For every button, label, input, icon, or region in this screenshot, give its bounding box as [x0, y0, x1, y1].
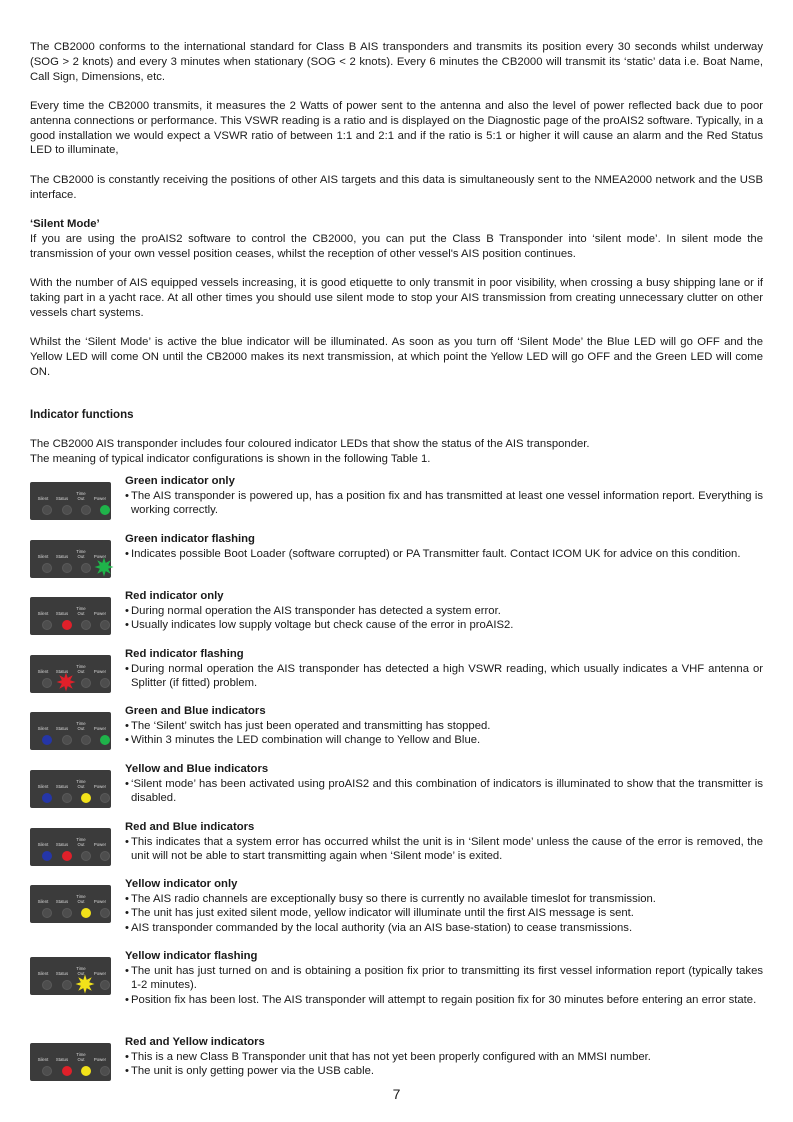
- led-panel-image: [30, 482, 111, 520]
- bullet-icon: •: [125, 662, 129, 675]
- indicator-bullet: [125, 777, 763, 806]
- silent-mode-paragraph-3: Whilst the ‘Silent Mode’ is active the blue indicator will be illuminated. As soon as you turn off ‘Silent Mode’ the Blue LED will go OFF and the Yellow LED will come ON until the CB2000 makes its next transmission, at which point the Yellow LED will go OFF and the Green LED will come ON.: [30, 335, 763, 378]
- flashing-yellow-led: [81, 980, 91, 990]
- panel-label-power: Power: [93, 971, 107, 976]
- panel-label-silent: Silent: [37, 842, 49, 847]
- bullet-icon: •: [125, 921, 129, 934]
- panel-label-out: Out: [77, 495, 85, 501]
- indicator-intro-line-2: The meaning of typical indicator configurations is shown in the following Table 1.: [30, 453, 431, 466]
- indicator-description: [125, 1035, 763, 1079]
- panel-label-status: Status: [55, 784, 69, 789]
- bullet-icon: •: [125, 777, 129, 790]
- off-led: [81, 563, 91, 573]
- indicator-bullet-text: Indicates possible Boot Loader (software corrupted) or PA Transmitter fault. Contact ICOM UK for advice on this condition.: [131, 547, 741, 560]
- panel-label-out: Out: [77, 1056, 85, 1062]
- led-panel-image: [30, 885, 111, 923]
- off-led: [42, 505, 52, 515]
- panel-label-time-out: [73, 838, 89, 847]
- panel-label-out: Out: [77, 553, 85, 559]
- panel-label-out: Out: [77, 725, 85, 731]
- panel-label-silent: Silent: [37, 899, 49, 904]
- panel-label-time: Time: [76, 1052, 86, 1057]
- panel-label-status: Status: [55, 971, 69, 976]
- indicator-description: [125, 532, 763, 561]
- off-led: [42, 563, 52, 573]
- flashing-red-led: [62, 678, 72, 688]
- panel-label-silent: Silent: [37, 971, 49, 976]
- off-led: [100, 620, 110, 630]
- panel-label-silent: Silent: [37, 611, 49, 616]
- indicator-title: Yellow indicator flashing: [125, 950, 258, 962]
- indicator-title: Red indicator only: [125, 590, 224, 602]
- indicator-bullet: [125, 733, 763, 748]
- panel-label-power: Power: [93, 1057, 107, 1062]
- indicator-bullet-text: The unit is only getting power via the USB cable.: [131, 1065, 375, 1078]
- off-led: [62, 505, 72, 515]
- panel-label-time: Time: [76, 606, 86, 611]
- indicator-description: [125, 589, 763, 633]
- green-led: [100, 735, 110, 745]
- panel-label-time-out: [73, 722, 89, 731]
- indicator-description: [125, 647, 763, 691]
- panel-label-status: Status: [55, 842, 69, 847]
- silent-mode-heading: ‘Silent Mode’: [30, 217, 100, 230]
- bullet-icon: •: [125, 489, 129, 502]
- panel-label-out: Out: [77, 610, 85, 616]
- panel-label-power: Power: [93, 496, 107, 501]
- panel-label-silent: Silent: [37, 1057, 49, 1062]
- indicator-description: [125, 877, 763, 935]
- panel-label-time-out: [73, 550, 89, 559]
- panel-label-silent: Silent: [37, 784, 49, 789]
- bullet-icon: •: [125, 547, 129, 560]
- panel-label-status: Status: [55, 726, 69, 731]
- indicator-bullet: [125, 892, 763, 907]
- bullet-icon: •: [125, 892, 129, 905]
- indicator-bullet-text: Position fix has been lost. The AIS transponder will attempt to regain position fix for 30 minutes before entering an error state.: [131, 993, 757, 1006]
- blue-led: [42, 851, 52, 861]
- panel-label-power: Power: [93, 784, 107, 789]
- yellow-led: [81, 1066, 91, 1076]
- panel-label-status: Status: [55, 554, 69, 559]
- off-led: [81, 851, 91, 861]
- panel-label-power: Power: [93, 554, 107, 559]
- off-led: [62, 908, 72, 918]
- red-led: [62, 1066, 72, 1076]
- indicator-title: Green and Blue indicators: [125, 705, 266, 717]
- indicator-bullet: [125, 489, 763, 518]
- off-led: [81, 678, 91, 688]
- led-panel-image: [30, 712, 111, 750]
- off-led: [100, 908, 110, 918]
- panel-label-time: Time: [76, 664, 86, 669]
- panel-label-out: Out: [77, 668, 85, 674]
- off-led: [81, 620, 91, 630]
- indicator-title: Yellow and Blue indicators: [125, 763, 269, 775]
- page-number: 7: [392, 1086, 401, 1102]
- indicator-title: Red indicator flashing: [125, 648, 244, 660]
- panel-label-status: Status: [55, 899, 69, 904]
- bullet-icon: •: [125, 604, 129, 617]
- indicator-bullet: [125, 719, 763, 734]
- indicator-bullet: [125, 1064, 763, 1079]
- indicator-bullet-text: During normal operation the AIS transponder has detected a system error.: [131, 604, 501, 617]
- bullet-icon: •: [125, 719, 129, 732]
- panel-label-power: Power: [93, 726, 107, 731]
- panel-label-time-out: [73, 492, 89, 501]
- off-led: [62, 563, 72, 573]
- panel-label-silent: Silent: [37, 554, 49, 559]
- silent-mode-paragraph-1: If you are using the proAIS2 software to control the CB2000, you can put the Class B Transponder into ‘silent mode’. In silent mode the transmission of your own vessel position ceases, whilst the reception of other vessel's AIS position continues.: [30, 232, 763, 260]
- panel-label-silent: Silent: [37, 496, 49, 501]
- indicator-bullet: [125, 662, 763, 691]
- indicator-description: [125, 820, 763, 864]
- off-led: [42, 678, 52, 688]
- indicator-bullet: [125, 618, 763, 633]
- panel-label-out: Out: [77, 970, 85, 976]
- led-panel-image: [30, 770, 111, 808]
- bullet-icon: •: [125, 619, 129, 632]
- indicator-bullet: [125, 921, 763, 936]
- bullet-icon: •: [125, 1050, 129, 1063]
- off-led: [62, 980, 72, 990]
- off-led: [81, 735, 91, 745]
- indicator-title: Red and Blue indicators: [125, 821, 255, 833]
- yellow-led: [81, 908, 91, 918]
- flashing-green-led: [100, 563, 110, 573]
- indicator-bullet: [125, 964, 763, 993]
- led-panel-image: [30, 1043, 111, 1081]
- page-content: [30, 40, 763, 467]
- off-led: [100, 980, 110, 990]
- indicator-bullet-text: The AIS radio channels are exceptionally busy so there is currently no available timeslot for transmission.: [131, 892, 656, 905]
- indicator-title: Red and Yellow indicators: [125, 1036, 265, 1048]
- panel-label-time: Time: [76, 491, 86, 496]
- intro-paragraph-1: The CB2000 conforms to the international standard for Class B AIS transponders and transmits its position every 30 seconds whilst underway (SOG > 2 knots) and every 3 minutes when stationary (SOG < 2 knots). Every 6 minutes the CB2000 will transmit its ‘static’ data i.e. Boat Name, Call Sign, Dimensions, etc.: [30, 41, 763, 83]
- panel-label-status: Status: [55, 611, 69, 616]
- bullet-icon: •: [125, 993, 129, 1006]
- off-led: [42, 980, 52, 990]
- panel-label-time-out: [73, 780, 89, 789]
- indicator-title: Green indicator only: [125, 475, 235, 487]
- indicator-description: [125, 762, 763, 806]
- panel-label-power: Power: [93, 611, 107, 616]
- indicator-bullet-text: The ‘Silent’ switch has just been operated and transmitting has stopped.: [131, 719, 491, 732]
- bullet-icon: •: [125, 835, 129, 848]
- panel-label-out: Out: [77, 783, 85, 789]
- indicator-bullet-text: The unit has just turned on and is obtaining a position fix prior to transmitting its first vessel information report (typically takes 1-2 minutes).: [131, 964, 763, 992]
- panel-label-out: Out: [77, 841, 85, 847]
- indicator-bullet: [125, 835, 763, 864]
- panel-label-time: Time: [76, 894, 86, 899]
- indicator-intro-line-1: The CB2000 AIS transponder includes four coloured indicator LEDs that show the status of the AIS transponder.: [30, 438, 590, 451]
- panel-label-time-out: [73, 1053, 89, 1062]
- off-led: [100, 793, 110, 803]
- led-panel-image: [30, 540, 111, 578]
- red-led: [62, 620, 72, 630]
- indicator-bullet-text: Within 3 minutes the LED combination will change to Yellow and Blue.: [131, 734, 481, 747]
- red-led: [62, 851, 72, 861]
- indicator-bullet-text: AIS transponder commanded by the local authority (via an AIS base-station) to cease transmissions.: [131, 921, 633, 934]
- led-panel-image: [30, 597, 111, 635]
- panel-label-time: Time: [76, 779, 86, 784]
- panel-label-status: Status: [55, 1057, 69, 1062]
- off-led: [100, 678, 110, 688]
- yellow-led: [81, 793, 91, 803]
- bullet-icon: •: [125, 1065, 129, 1078]
- panel-label-time: Time: [76, 966, 86, 971]
- panel-label-silent: Silent: [37, 669, 49, 674]
- indicator-bullet-text: The unit has just exited silent mode, yellow indicator will illuminate until the first AIS message is sent.: [131, 907, 634, 920]
- panel-label-time: Time: [76, 837, 86, 842]
- indicator-bullet: [125, 1050, 763, 1065]
- panel-label-silent: Silent: [37, 726, 49, 731]
- panel-label-power: Power: [93, 669, 107, 674]
- off-led: [100, 851, 110, 861]
- panel-label-time: Time: [76, 549, 86, 554]
- off-led: [42, 1066, 52, 1076]
- indicator-bullet-text: ‘Silent mode’ has been activated using proAIS2 and this combination of indicators is illuminated to show that the transmitter is disabled.: [131, 777, 763, 805]
- panel-label-status: Status: [55, 496, 69, 501]
- indicator-bullet: [125, 547, 763, 562]
- indicator-description: [125, 474, 763, 518]
- off-led: [62, 735, 72, 745]
- blue-led: [42, 793, 52, 803]
- indicator-bullet: [125, 604, 763, 619]
- panel-label-time: Time: [76, 721, 86, 726]
- indicator-bullet-text: During normal operation the AIS transponder has detected a high VSWR reading, which usually indicates a VHF antenna or Splitter (if fitted) problem.: [131, 662, 763, 690]
- indicator-title: Yellow indicator only: [125, 878, 238, 890]
- bullet-icon: •: [125, 964, 129, 977]
- indicator-bullet: [125, 906, 763, 921]
- indicator-bullet-text: This indicates that a system error has occurred whilst the unit is in ‘Silent mode’ unless the cause of the error is removed, the unit will not be able to start transmitting again when ‘Silent mode’ is exited.: [131, 835, 763, 863]
- led-panel-image: [30, 957, 111, 995]
- indicator-title: Green indicator flashing: [125, 533, 255, 545]
- silent-mode-paragraph-2: With the number of AIS equipped vessels increasing, it is good etiquette to only transmit in poor visibility, when crossing a busy shipping lane or if taking part in a yacht race. At all other times you should use silent mode to stop your AIS transmission from creating unnecessary clutter on other vessels chart systems.: [30, 276, 763, 319]
- panel-label-status: Status: [55, 669, 69, 674]
- green-led: [100, 505, 110, 515]
- off-led: [42, 620, 52, 630]
- indicator-bullet: [125, 993, 763, 1008]
- intro-paragraph-3: The CB2000 is constantly receiving the positions of other AIS targets and this data is simultaneously sent to the NMEA2000 network and the USB interface.: [30, 173, 763, 201]
- off-led: [62, 793, 72, 803]
- bullet-icon: •: [125, 907, 129, 920]
- off-led: [42, 908, 52, 918]
- indicator-bullet-text: The AIS transponder is powered up, has a position fix and has transmitted at least one vessel information report. Everything is working correctly.: [131, 489, 763, 517]
- panel-label-power: Power: [93, 899, 107, 904]
- intro-paragraph-2: Every time the CB2000 transmits, it measures the 2 Watts of power sent to the antenna and also the level of power reflected back due to poor antenna connections or performance. This VSWR reading is a ratio and is displayed on the Diagnostic page of the proAIS2 software. Typically, in a good installation we would expect a VSWR ratio of between 1:1 and 2:1 and if the ratio is 5:1 or higher it will cause an alarm and the Red Status LED to illuminate,: [30, 99, 763, 157]
- blue-led: [42, 735, 52, 745]
- panel-label-time-out: [73, 895, 89, 904]
- off-led: [81, 505, 91, 515]
- panel-label-time-out: [73, 607, 89, 616]
- indicator-description: [125, 949, 763, 1007]
- led-panel-image: [30, 655, 111, 693]
- panel-label-power: Power: [93, 842, 107, 847]
- led-panel-image: [30, 828, 111, 866]
- panel-label-out: Out: [77, 898, 85, 904]
- bullet-icon: •: [125, 734, 129, 747]
- indicator-functions-heading: Indicator functions: [30, 409, 134, 422]
- indicator-bullet-text: Usually indicates low supply voltage but check cause of the error in proAIS2.: [131, 619, 514, 632]
- indicator-bullet-text: This is a new Class B Transponder unit that has not yet been properly configured with an MMSI number.: [131, 1050, 651, 1063]
- off-led: [100, 1066, 110, 1076]
- indicator-description: [125, 704, 763, 748]
